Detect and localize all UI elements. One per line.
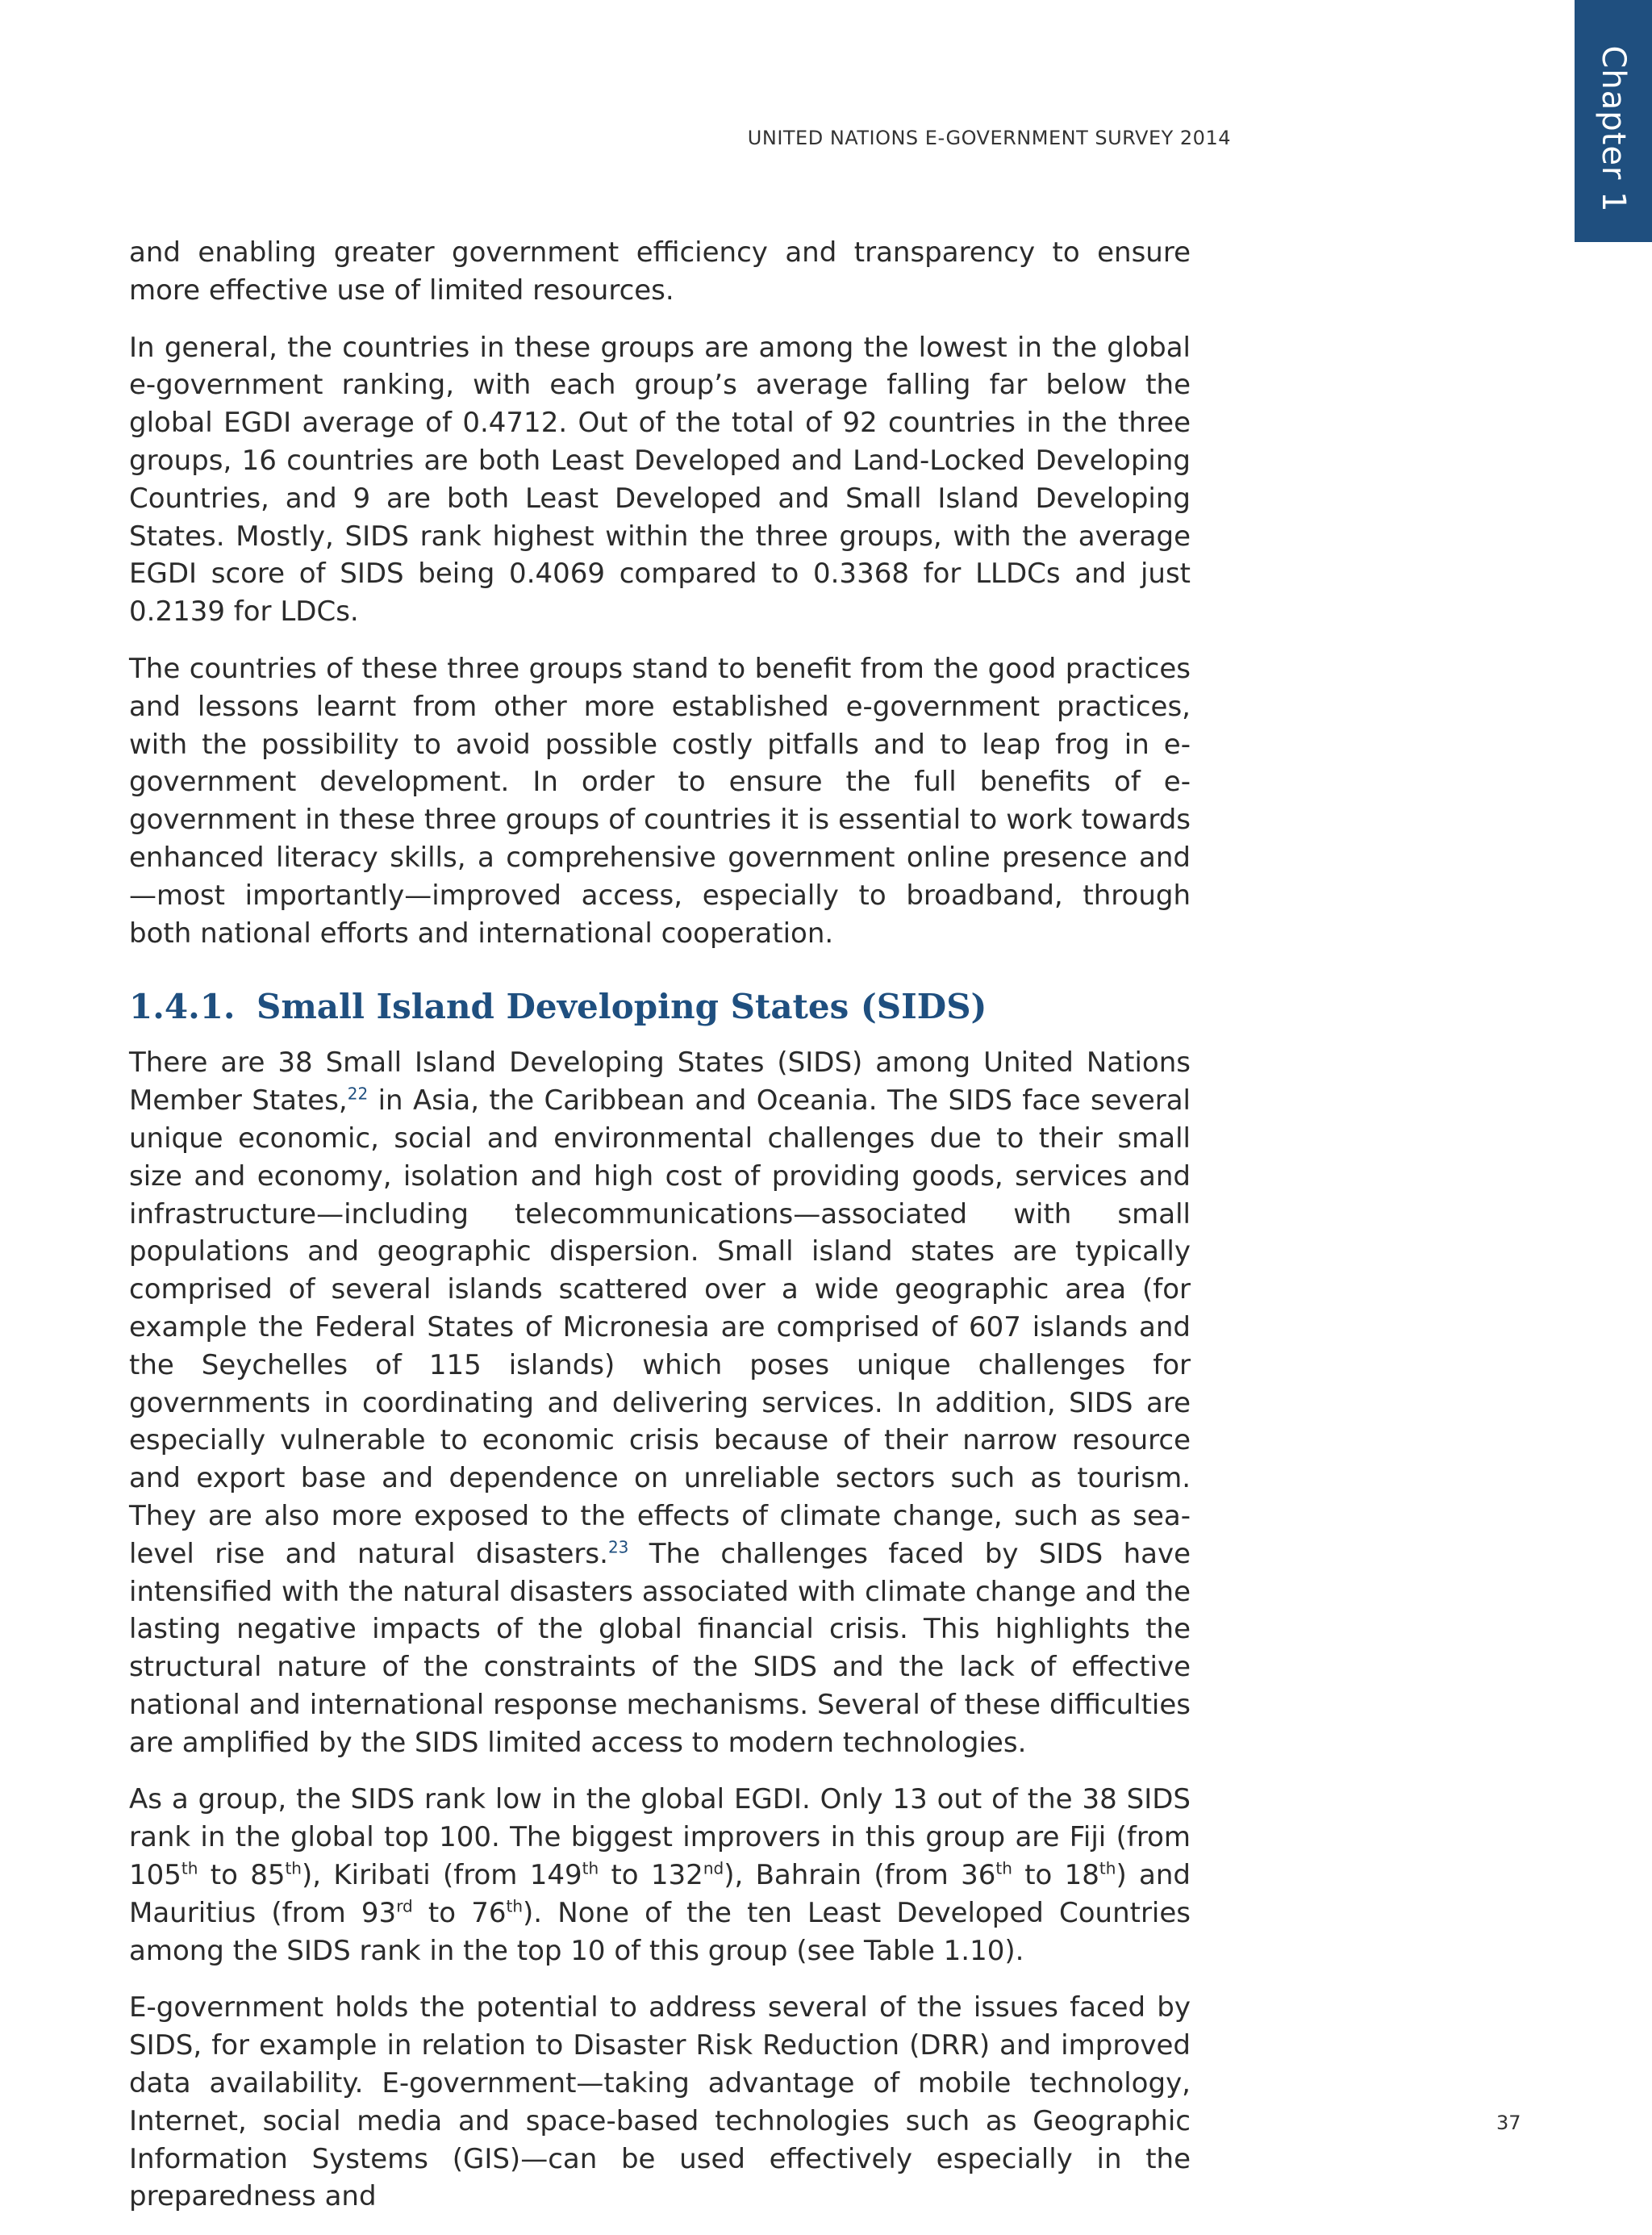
page-number: 37 — [1496, 2112, 1521, 2134]
section-title: Small Island Developing States (SIDS) — [257, 987, 987, 1027]
paragraph-continuation: and enabling greater government efficiency and transparency to ensure more effective use of limited resources. — [129, 236, 1191, 307]
paragraph-sids-intro — [129, 1044, 1191, 1761]
text-run: ) and Mauritius (from 93 — [129, 1859, 1191, 1929]
text-run: ), Kiribati (from 149 — [301, 1859, 582, 1892]
text-run: to 85 — [198, 1859, 286, 1892]
text-run: ). None of the ten Least Developed Countries among the SIDS rank in the top 10 of this group (see Table 1.10). — [129, 1896, 1191, 1967]
section-heading — [129, 984, 1191, 1030]
paragraph-egdi-groups: In general, the countries in these groups are among the lowest in the global e-government ranking, with each group’s average falling far below the global EGDI average of 0.4712. Out of the total of 92 countries in the three groups, 16 countries are both Least Developed and Land-Locked Developing Countries, and 9 are both Least Developed and Small Island Developing States. Mostly, SIDS rank highest within the three groups, with the average EGDI score of SIDS being 0.4069 compared to 0.3368 for LLDCs and just 0.2139 for LDCs. — [129, 331, 1191, 629]
footnote-ref-22[interactable]: 22 — [347, 1084, 369, 1104]
ordinal-suffix: th — [506, 1896, 524, 1916]
ordinal-suffix: nd — [703, 1858, 724, 1878]
text-run: ), Bahrain (from 36 — [724, 1859, 996, 1892]
paragraph-sids-ranking — [129, 1781, 1191, 1970]
text-run: As a group, the SIDS rank low in the global EGDI. Only 13 out of the 38 SIDS rank in the global top 100. The biggest improvers in this group are Fiji (from 105 — [129, 1783, 1191, 1892]
chapter-tab — [1575, 0, 1652, 242]
page-body — [129, 234, 1191, 2235]
paragraph-good-practices: The countries of these three groups stand to benefit from the good practices and lessons learnt from other more established e-government practices, with the possibility to avoid possible costly pitfalls and to leap frog in e-government development. In order to ensure the full benefits of e-government in these three groups of countries it is essential to work towards enhanced literacy skills, a comprehensive government online presence and—most importantly—improved access, especially to broadband, through both national efforts and international cooperation. — [129, 652, 1191, 950]
paragraph-sids-egov-potential: E-government holds the potential to address several of the issues faced by SIDS, for example in relation to Disaster Risk Reduction (DRR) and improved data availability. E-government—taking advantage of mobile technology, Internet, social media and space-based technologies such as Geographic Information Systems (GIS)—can be used effectively especially in the preparedness and — [129, 1991, 1191, 2213]
ordinal-suffix: rd — [396, 1896, 413, 1916]
running-header: UNITED NATIONS E-GOVERNMENT SURVEY 2014 — [747, 127, 1231, 149]
section-number: 1.4.1. — [129, 987, 236, 1027]
text-run: in Asia, the Caribbean and Oceania. The SIDS face several unique economic, social and environmental challenges due to their small size and economy, isolation and high cost of providing goods, services and infrastructure—including telecommunications—associated with small populations and geographic dispersion. Small island states are typically comprised of several islands scattered over a wide geographic area (for example the Federal States of Micronesia are comprised of 607 islands and the Seychelles of 115 islands) which poses unique challenges for governments in coordinating and delivering services. In addition, SIDS are especially vulnerable to economic crisis because of their narrow resource and export base and dependence on unreliable sectors such as tourism. They are also more exposed to the effects of climate change, such as sea-level rise and natural disasters. — [129, 1084, 1191, 1570]
ordinal-suffix: th — [1099, 1858, 1116, 1878]
text-run: to 76 — [412, 1896, 507, 1929]
text-run: to 18 — [1012, 1859, 1099, 1892]
text-run: The challenges faced by SIDS have intensified with the natural disasters associated with climate change and the lasting negative impacts of the global financial crisis. This highlights the structural nature of the constraints of the SIDS and the lack of effective national and international response mechanisms. Several of these difficulties are amplified by the SIDS limited access to modern technologies. — [129, 1537, 1191, 1759]
text-run: There are 38 Small Island Developing States (SIDS) among United Nations Member States, — [129, 1046, 1191, 1118]
ordinal-suffix: th — [995, 1858, 1012, 1878]
ordinal-suffix: th — [181, 1858, 198, 1878]
ordinal-suffix: th — [582, 1858, 599, 1878]
chapter-tab-label: Chapter 1 — [1595, 45, 1632, 213]
ordinal-suffix: th — [285, 1858, 302, 1878]
text-run: to 132 — [599, 1859, 703, 1892]
footnote-ref-23[interactable]: 23 — [607, 1537, 629, 1557]
